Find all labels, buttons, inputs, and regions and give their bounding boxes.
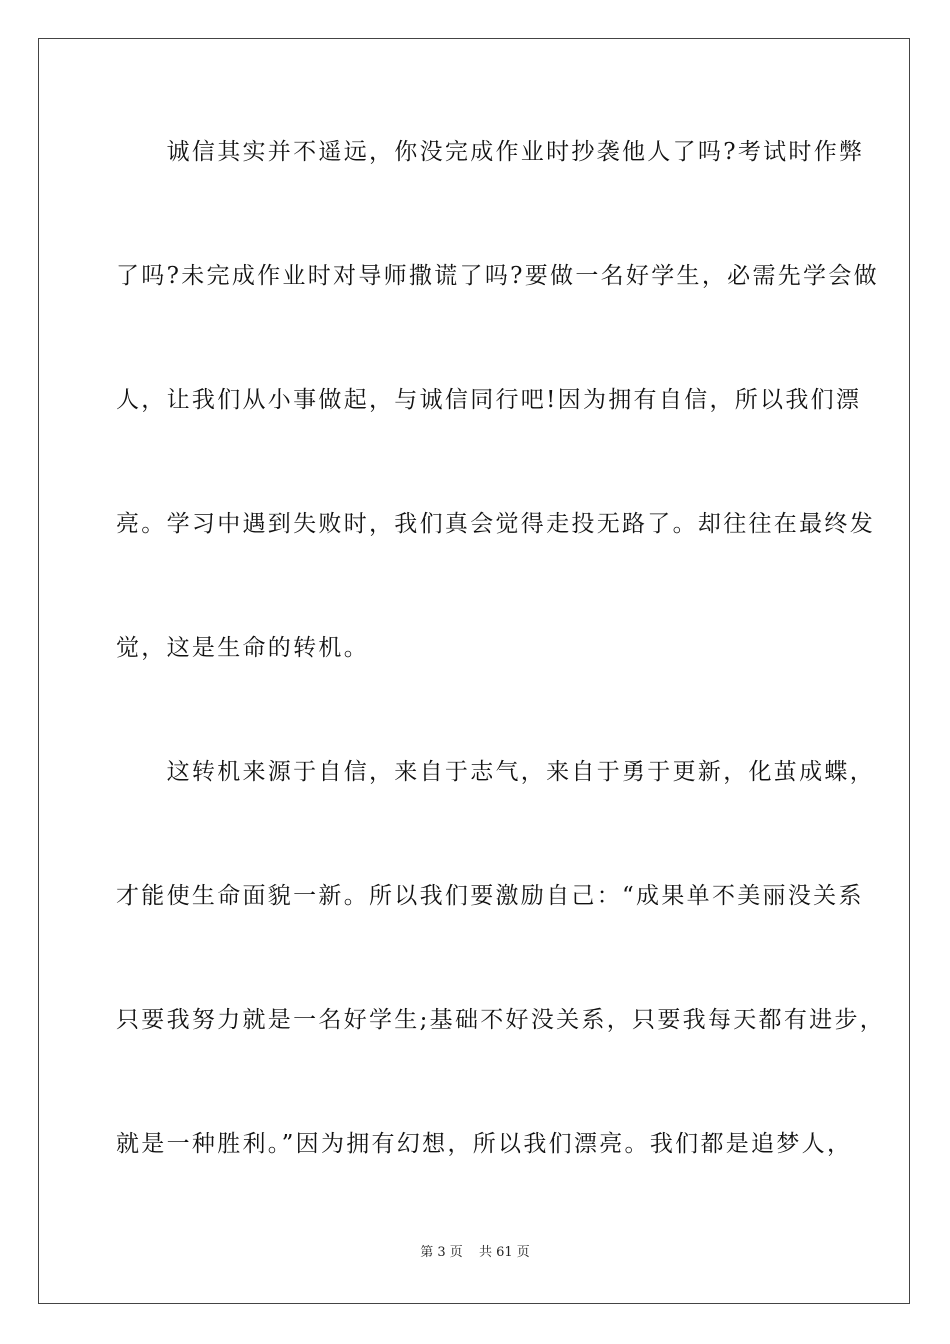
page-total: 共 61 页 [478, 1245, 530, 1260]
paragraph-line: 才能使生命面貌一新。所以我们要激励自己：“成果单不美丽没关系 [116, 883, 864, 909]
page-number: 第 3 页 [420, 1245, 463, 1260]
page-frame [38, 38, 910, 1304]
paragraph-line: 这转机来源于自信，来自于志气，来自于勇于更新，化茧成蝶， [116, 759, 875, 785]
paragraph-line: 诚信其实并不遥远，你没完成作业时抄袭他人了吗?考试时作弊 [116, 139, 865, 165]
paragraph-line: 了吗?未完成作业时对导师撒谎了吗?要做一名好学生，必需先学会做 [116, 263, 879, 289]
paragraph-line: 人，让我们从小事做起，与诚信同行吧!因为拥有自信，所以我们漂 [116, 387, 862, 413]
paragraph-line: 觉，这是生命的转机。 [116, 635, 369, 661]
paragraph-line: 只要我努力就是一名好学生;基础不好没关系，只要我每天都有进步， [116, 1007, 886, 1033]
paragraph-line: 亮。学习中遇到失败时，我们真会觉得走投无路了。却往往在最终发 [116, 511, 875, 537]
paragraph-line: 就是一种胜利。”因为拥有幻想，所以我们漂亮。我们都是追梦人， [116, 1131, 853, 1157]
page-footer [0, 1244, 950, 1262]
